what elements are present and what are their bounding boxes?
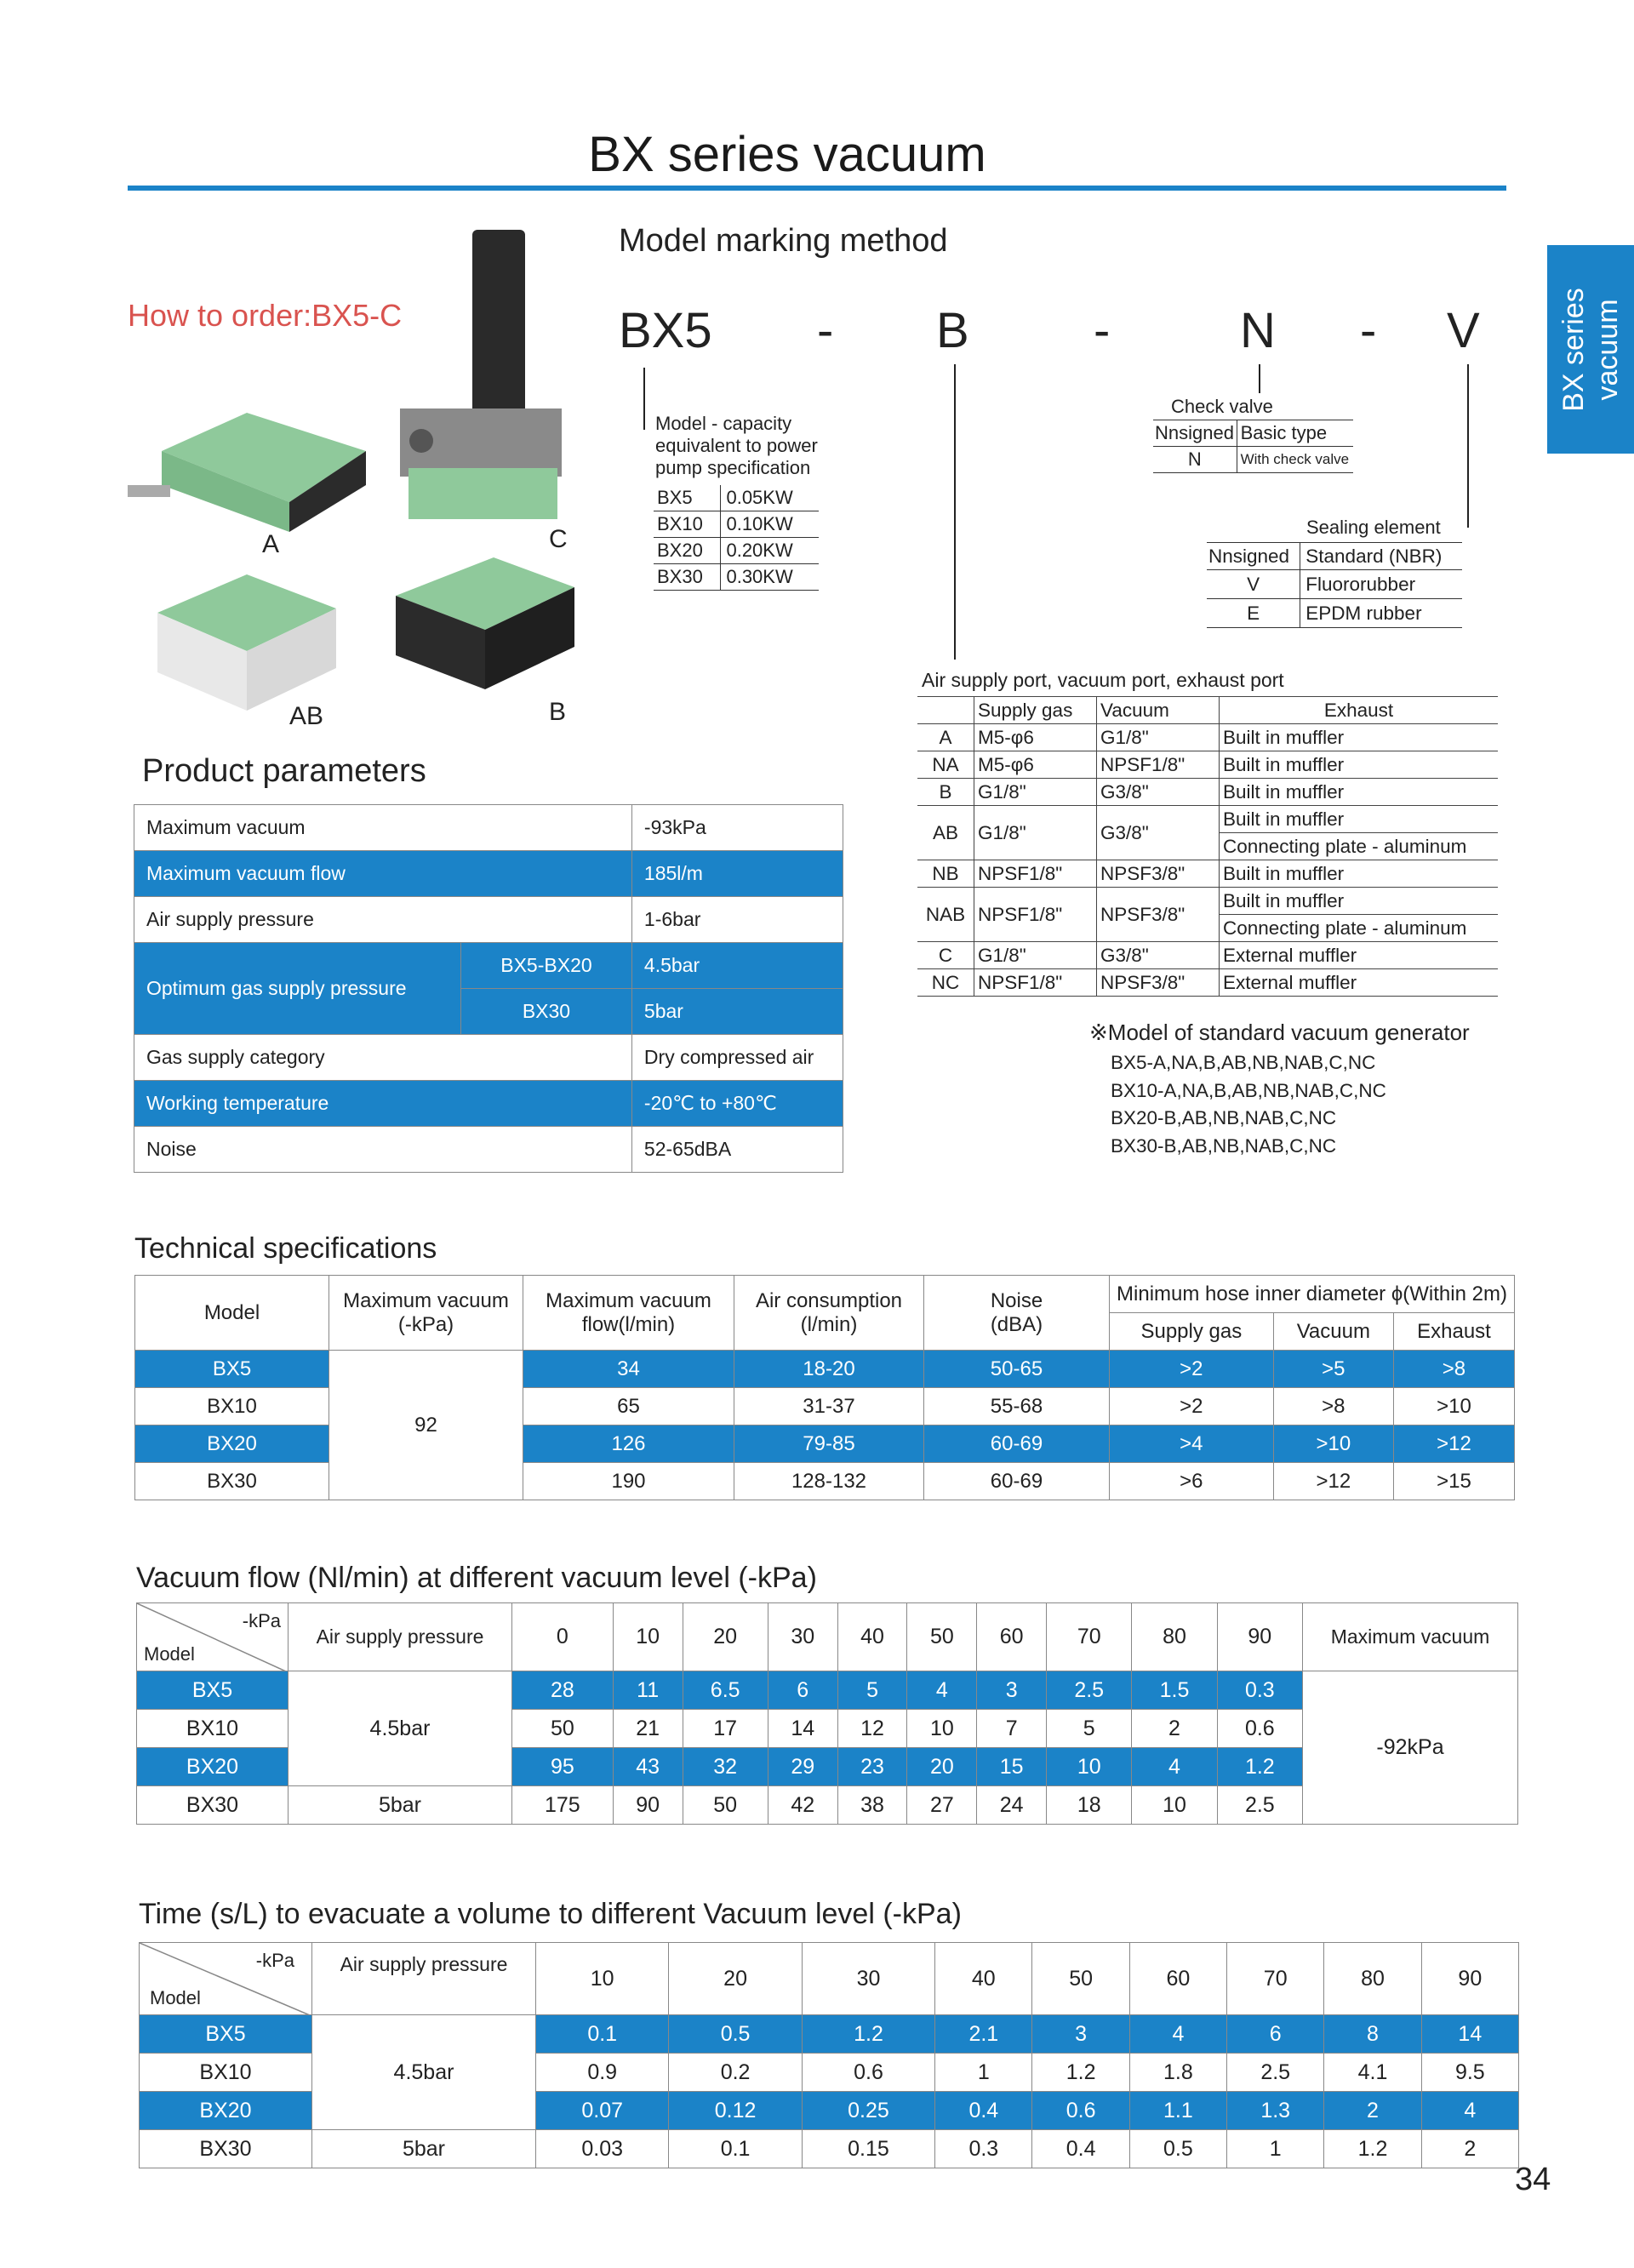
vf-val: 38 [837,1786,907,1825]
ev-val: 0.25 [802,2092,934,2130]
vf-val: 12 [837,1710,907,1748]
vf-val: 23 [837,1748,907,1786]
ev-col: 10 [536,1943,669,2015]
param-value: 185l/m [631,851,843,897]
vf-val: 50 [512,1710,614,1748]
port-exhaust: Built in muffler [1220,724,1499,751]
product-parameters-table [134,804,843,1173]
vf-val: 18 [1047,1786,1132,1825]
tech-header-line: Maximum vacuum [546,1288,711,1312]
model-capacity-table [654,485,819,591]
port-vacuum: NPSF3/8" [1097,888,1220,942]
ev-corner [140,1943,312,2015]
vf-asp-45: 4.5bar [289,1671,512,1786]
vf-val: 4 [907,1671,977,1710]
tech-vacuum: >8 [1273,1388,1393,1425]
ports-title: Air supply port, vacuum port, exhaust port [922,669,1284,691]
tech-header-line: (dBA) [990,1312,1043,1336]
model-desc-line-2: equivalent to power [655,435,818,456]
param-value: 52-65dBA [631,1127,843,1173]
ev-val: 1 [935,2054,1032,2092]
port-supply: G1/8" [974,779,1097,806]
model-marking-heading: Model marking method [619,223,948,259]
port-code: NC [917,969,974,997]
vf-val: 24 [977,1786,1047,1825]
cap-model: BX10 [654,511,721,538]
tech-header-line: Air consumption [755,1288,903,1312]
ev-val: 4 [1421,2092,1518,2130]
code-model: BX5 [619,303,712,358]
tech-model: BX10 [135,1388,329,1425]
check-valve-desc: With check valve [1237,447,1353,473]
standard-item: BX20-B,AB,NB,NAB,C,NC [1111,1107,1337,1128]
sealing-code: E [1207,599,1300,628]
port-vacuum: NPSF3/8" [1097,860,1220,888]
tech-exhaust: >12 [1393,1425,1514,1463]
vf-asp-5: 5bar [289,1786,512,1825]
ev-val: 3 [1032,2015,1129,2054]
ports-header: Supply gas [974,697,1097,724]
side-tab-line-1: BX series [1557,287,1590,412]
port-exhaust-extra: Connecting plate - aluminum [1220,915,1499,942]
port-supply: G1/8" [974,942,1097,969]
ports-table [917,696,1498,997]
ev-val: 2.5 [1227,2054,1324,2092]
check-valve-table [1153,420,1353,473]
vf-val: 2.5 [1217,1786,1302,1825]
param-value: -93kPa [631,805,843,851]
tech-air: 128-132 [734,1463,924,1500]
vf-val: 10 [907,1710,977,1748]
port-exhaust: Built in muffler [1220,860,1499,888]
param-value: 1-6bar [631,897,843,943]
model-desc-line-1: Model - capacity [655,413,792,434]
tech-flow: 34 [523,1351,734,1388]
marking-lines [0,0,1634,766]
ev-val: 1.3 [1227,2092,1324,2130]
ev-val: 2.1 [935,2015,1032,2054]
photo-label-a: A [262,530,280,558]
port-supply: G1/8" [974,806,1097,860]
vf-corner-bottom: Model [144,1643,195,1665]
sealing-desc: Standard (NBR) [1300,543,1462,570]
param-sub-label: BX30 [461,989,632,1035]
ev-val: 8 [1324,2015,1421,2054]
port-supply: NPSF1/8" [974,969,1097,997]
vacuum-flow-table [136,1602,1518,1825]
photo-label-ab: AB [289,702,324,730]
vf-val: 5 [1047,1710,1132,1748]
vf-corner [137,1603,289,1671]
port-exhaust-extra: Connecting plate - aluminum [1220,833,1499,860]
tech-header-noise [924,1276,1110,1351]
vf-col: 60 [977,1603,1047,1671]
vf-col: 30 [768,1603,837,1671]
ev-corner-top: -kPa [255,1950,294,1971]
vf-val: 6.5 [683,1671,768,1710]
code-dash-1: - [817,303,834,358]
ev-val: 0.3 [935,2130,1032,2168]
vf-val: 42 [768,1786,837,1825]
ports-header [917,697,974,724]
port-vacuum: NPSF1/8" [1097,751,1220,779]
vf-val: 5 [837,1671,907,1710]
param-value: 4.5bar [631,943,843,989]
tech-exhaust: >8 [1393,1351,1514,1388]
tech-supply: >2 [1110,1351,1274,1388]
ev-val: 0.15 [802,2130,934,2168]
port-vacuum: G3/8" [1097,779,1220,806]
ev-val: 1.8 [1129,2054,1226,2092]
ports-header: Vacuum [1097,697,1220,724]
vf-val: 4 [1132,1748,1217,1786]
vf-val: 90 [613,1786,683,1825]
ev-val: 0.4 [935,2092,1032,2130]
tech-header-model: Model [135,1276,329,1351]
vf-col: 50 [907,1603,977,1671]
vf-col: 10 [613,1603,683,1671]
port-supply: NPSF1/8" [974,860,1097,888]
model-desc-line-3: pump specification [655,457,811,478]
ev-col: 60 [1129,1943,1226,2015]
port-code: NA [917,751,974,779]
check-valve-title: Check valve [1171,396,1273,417]
vf-model: BX20 [137,1748,289,1786]
tech-header-air [734,1276,924,1351]
port-exhaust: Built in muffler [1220,806,1499,833]
vf-val: 11 [613,1671,683,1710]
ev-col: 30 [802,1943,934,2015]
tech-header-line: flow(l/min) [581,1312,676,1336]
standard-item: BX5-A,NA,B,AB,NB,NAB,C,NC [1111,1052,1376,1073]
tech-header-line: (-kPa) [397,1312,454,1336]
tech-vacuum: >12 [1273,1463,1393,1500]
photo-label-c: C [549,525,568,553]
tech-vacuum: >5 [1273,1351,1393,1388]
vf-col: 0 [512,1603,614,1671]
ev-val: 0.1 [536,2015,669,2054]
tech-supply: >2 [1110,1388,1274,1425]
param-value: -20℃ to +80℃ [631,1081,843,1127]
vf-col: 90 [1217,1603,1302,1671]
vf-val: 27 [907,1786,977,1825]
vf-val: 10 [1132,1786,1217,1825]
param-label: Maximum vacuum flow [134,851,632,897]
ev-col: 70 [1227,1943,1324,2015]
side-tab-line-2: vacuum [1591,298,1624,401]
tech-exhaust: >10 [1393,1388,1514,1425]
ev-model: BX10 [140,2054,312,2092]
port-code: C [917,942,974,969]
check-valve-code: N [1153,447,1237,473]
ev-col: 50 [1032,1943,1129,2015]
sealing-table [1207,542,1462,628]
standard-list [1111,1049,1386,1160]
code-check: N [1240,303,1276,358]
vf-model: BX30 [137,1786,289,1825]
how-to-order: How to order:BX5-C [128,298,403,333]
tech-header-line: Noise [990,1288,1043,1312]
vf-val: 15 [977,1748,1047,1786]
ev-val: 0.2 [669,2054,802,2092]
vf-col: 40 [837,1603,907,1671]
tech-flow: 65 [523,1388,734,1425]
param-label: Maximum vacuum [134,805,632,851]
param-value: 5bar [631,989,843,1035]
technical-table [134,1275,1515,1500]
code-seal: V [1447,303,1480,358]
technical-heading: Technical specifications [134,1232,437,1265]
vf-val: 2 [1132,1710,1217,1748]
port-vacuum: G3/8" [1097,942,1220,969]
vf-val: 10 [1047,1748,1132,1786]
sealing-desc: Fluororubber [1300,570,1462,599]
ev-val: 6 [1227,2015,1324,2054]
tech-header-vacuum: Vacuum [1273,1313,1393,1351]
tech-header-line: (l/min) [800,1312,858,1336]
vf-val: 29 [768,1748,837,1786]
cap-model: BX5 [654,485,721,511]
ev-val: 0.1 [669,2130,802,2168]
model-capacity-desc [655,413,818,479]
port-code: A [917,724,974,751]
vf-col: 70 [1047,1603,1132,1671]
vf-val: 32 [683,1748,768,1786]
port-code: AB [917,806,974,860]
tech-noise: 60-69 [924,1463,1110,1500]
ev-val: 0.03 [536,2130,669,2168]
sealing-code: V [1207,570,1300,599]
vf-val: 95 [512,1748,614,1786]
port-exhaust: External muffler [1220,942,1499,969]
code-dash-2: - [1094,303,1111,358]
port-exhaust: Built in muffler [1220,779,1499,806]
vf-col: 20 [683,1603,768,1671]
evacuate-heading: Time (s/L) to evacuate a volume to different Vacuum level (-kPa) [139,1898,962,1930]
param-label: Working temperature [134,1081,632,1127]
product-parameters-heading: Product parameters [142,753,426,789]
vf-val: 7 [977,1710,1047,1748]
ev-val: 0.07 [536,2092,669,2130]
page-title: BX series vacuum [588,127,986,182]
vf-val: 175 [512,1786,614,1825]
port-vacuum: G3/8" [1097,806,1220,860]
standard-item: BX30-B,AB,NB,NAB,C,NC [1111,1134,1337,1157]
vf-val: 2.5 [1047,1671,1132,1710]
ev-val: 1.1 [1129,2092,1226,2130]
vf-val: 0.3 [1217,1671,1302,1710]
port-supply: NPSF1/8" [974,888,1097,942]
port-exhaust: External muffler [1220,969,1499,997]
standard-title: ※Model of standard vacuum generator [1089,1020,1470,1045]
tech-exhaust: >15 [1393,1463,1514,1500]
vf-val: 14 [768,1710,837,1748]
port-supply: M5-φ6 [974,724,1097,751]
tech-header-flow [523,1276,734,1351]
tech-model: BX20 [135,1425,329,1463]
vf-header-maxvac: Maximum vacuum [1303,1603,1518,1671]
param-label: Optimum gas supply pressure [134,943,461,1035]
vf-val: 6 [768,1671,837,1710]
param-sub-label: BX5-BX20 [461,943,632,989]
tech-model: BX5 [135,1351,329,1388]
ev-header-asp: Air supply pressure [312,1943,536,2015]
tech-air: 31-37 [734,1388,924,1425]
vf-col: 80 [1132,1603,1217,1671]
ev-val: 0.6 [1032,2092,1129,2130]
vf-val: 0.6 [1217,1710,1302,1748]
ports-header: Exhaust [1220,697,1499,724]
vf-val: 20 [907,1748,977,1786]
ev-val: 0.6 [802,2054,934,2092]
port-exhaust: Built in muffler [1220,888,1499,915]
tech-header-exhaust: Exhaust [1393,1313,1514,1351]
ev-col: 90 [1421,1943,1518,2015]
ev-asp-5: 5bar [312,2130,536,2168]
tech-header-maxvac [329,1276,523,1351]
tech-vacuum: >10 [1273,1425,1393,1463]
ev-val: 1 [1227,2130,1324,2168]
vf-corner-top: -kPa [242,1610,281,1631]
port-vacuum: G1/8" [1097,724,1220,751]
sealing-title: Sealing element [1306,517,1441,538]
ev-model: BX5 [140,2015,312,2054]
ev-val: 4 [1129,2015,1226,2054]
evacuate-table [139,1942,1519,2168]
port-supply: M5-φ6 [974,751,1097,779]
cap-power: 0.05KW [721,485,819,511]
port-code: NAB [917,888,974,942]
vf-maxvac: -92kPa [1303,1671,1518,1825]
cap-power: 0.20KW [721,538,819,564]
ev-asp-45: 4.5bar [312,2015,536,2130]
vf-val: 1.2 [1217,1748,1302,1786]
port-code: NB [917,860,974,888]
ev-model: BX30 [140,2130,312,2168]
vf-val: 50 [683,1786,768,1825]
ev-val: 1.2 [802,2015,934,2054]
ev-val: 9.5 [1421,2054,1518,2092]
cap-model: BX30 [654,564,721,591]
ev-val: 0.4 [1032,2130,1129,2168]
cap-power: 0.10KW [721,511,819,538]
tech-supply: >4 [1110,1425,1274,1463]
tech-header-line: Maximum vacuum [343,1288,509,1312]
ev-col: 40 [935,1943,1032,2015]
ev-val: 0.9 [536,2054,669,2092]
tech-header-hose: Minimum hose inner diameter ϕ(Within 2m) [1110,1276,1515,1313]
param-value: Dry compressed air [631,1035,843,1081]
param-label: Air supply pressure [134,897,632,943]
tech-noise: 60-69 [924,1425,1110,1463]
sealing-desc: EPDM rubber [1300,599,1462,628]
ev-val: 0.5 [669,2015,802,2054]
vacuum-flow-heading: Vacuum flow (Nl/min) at different vacuum level (-kPa) [136,1562,817,1594]
vf-val: 21 [613,1710,683,1748]
vf-val: 43 [613,1748,683,1786]
vf-header-asp: Air supply pressure [289,1603,512,1671]
vf-model: BX10 [137,1710,289,1748]
ev-corner-bottom: Model [150,1987,201,2008]
tech-header-supply: Supply gas [1110,1313,1274,1351]
code-dash-3: - [1360,303,1377,358]
page-number: 34 [1515,2162,1551,2197]
standard-item: BX10-A,NA,B,AB,NB,NAB,C,NC [1111,1079,1386,1101]
ev-val: 2 [1421,2130,1518,2168]
tech-flow: 126 [523,1425,734,1463]
check-valve-desc: Basic type [1237,420,1353,447]
port-vacuum: NPSF3/8" [1097,969,1220,997]
tech-model: BX30 [135,1463,329,1500]
param-label: Noise [134,1127,632,1173]
param-label: Gas supply category [134,1035,632,1081]
code-port: B [936,303,969,358]
tech-flow: 190 [523,1463,734,1500]
cap-power: 0.30KW [721,564,819,591]
vf-val: 3 [977,1671,1047,1710]
vf-val: 1.5 [1132,1671,1217,1710]
ev-val: 2 [1324,2092,1421,2130]
tech-noise: 55-68 [924,1388,1110,1425]
photo-label-b: B [549,698,567,726]
tech-air: 79-85 [734,1425,924,1463]
ev-col: 20 [669,1943,802,2015]
ev-val: 0.5 [1129,2130,1226,2168]
port-exhaust: Built in muffler [1220,751,1499,779]
tech-air: 18-20 [734,1351,924,1388]
vf-val: 28 [512,1671,614,1710]
ev-val: 1.2 [1032,2054,1129,2092]
tech-supply: >6 [1110,1463,1274,1500]
sealing-code: Nnsigned [1207,543,1300,570]
ev-val: 1.2 [1324,2130,1421,2168]
cap-model: BX20 [654,538,721,564]
ev-val: 4.1 [1324,2054,1421,2092]
tech-maxvac: 92 [329,1351,523,1500]
ev-model: BX20 [140,2092,312,2130]
check-valve-code: Nnsigned [1153,420,1237,447]
vf-model: BX5 [137,1671,289,1710]
port-code: B [917,779,974,806]
ev-val: 0.12 [669,2092,802,2130]
tech-noise: 50-65 [924,1351,1110,1388]
ev-val: 14 [1421,2015,1518,2054]
vf-val: 17 [683,1710,768,1748]
ev-col: 80 [1324,1943,1421,2015]
